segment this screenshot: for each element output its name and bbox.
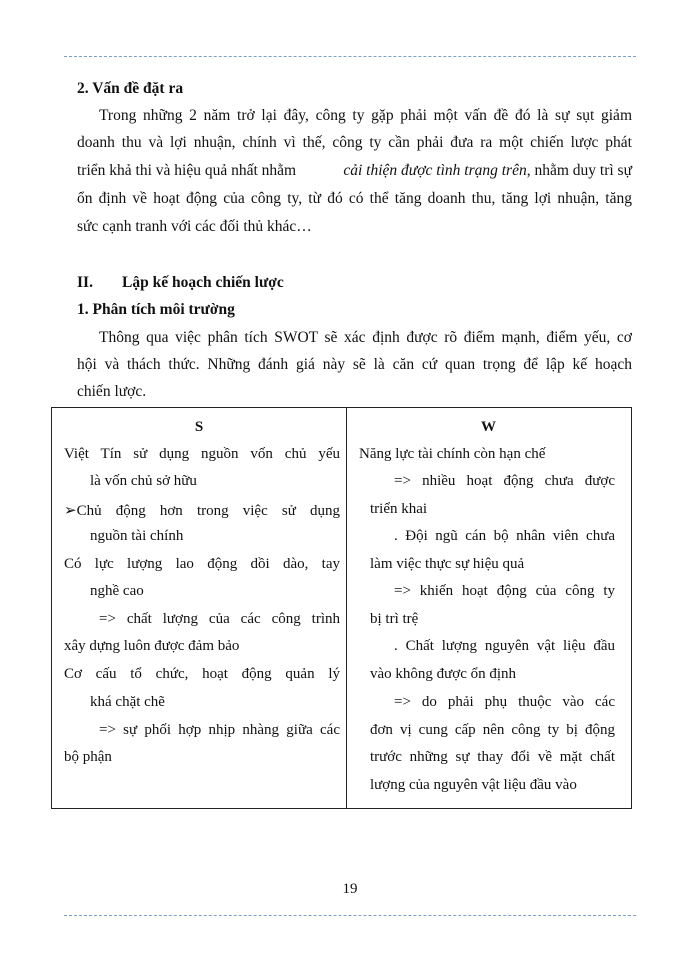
section-title: Lập kế hoạch chiến lược (122, 274, 284, 291)
swot-s-line: nguồn tài chính (90, 528, 184, 544)
swot-w-line: lượng của nguyên vật liệu đầu vào (370, 777, 577, 793)
swot-w-line: . Chất lượng nguyên vật liệu đầu (394, 638, 615, 654)
swot-w-line: => khiến hoạt động của công ty (394, 583, 615, 599)
section-numeral: II. (77, 274, 93, 291)
swot-s-line: => sự phối hợp nhịp nhàng giữa các (99, 722, 340, 738)
paragraph-line: ổn định về hoạt động của công ty, từ đó có thể tăng doanh thu, tăng lợi nhuận, tăng (77, 190, 632, 207)
swot-w-line: đơn vị cung cấp nên công ty bị động (370, 722, 615, 738)
swot-s-line: Việt Tín sử dụng nguồn vốn chủ yếu (64, 446, 340, 462)
paragraph-line: Thông qua việc phân tích SWOT sẽ xác định được rõ điểm mạnh, điểm yếu, cơ (99, 329, 632, 346)
swot-w-line: triển khai (370, 501, 428, 517)
paragraph-italic-text: cải thiện được tình trạng trên (343, 162, 527, 179)
swot-s-line: => chất lượng của các công trình (99, 611, 340, 627)
subsection-heading: 1. Phân tích môi trường (77, 301, 235, 318)
swot-header-s: S (194, 419, 204, 435)
swot-s-line: xây dựng luôn được đảm bảo (64, 638, 240, 654)
swot-w-line: làm việc thực sự hiệu quả (370, 556, 525, 572)
swot-w-line: trước những sự thay đổi về mặt chất (370, 749, 615, 765)
paragraph-line: chiến lược. (77, 383, 147, 400)
swot-w-line: vào không được ổn định (370, 666, 517, 682)
swot-s-line: khá chặt chẽ (90, 694, 165, 710)
paragraph-line: sức cạnh tranh với các đối thủ khác… (77, 218, 312, 235)
paragraph-text: triển khả thi và hiệu quả nhất nhằm (77, 162, 297, 179)
paragraph-line: Trong những 2 năm trở lại đây, công ty gặp phải một vấn đề đó là sự sụt giảm (99, 107, 632, 124)
paragraph-text: , nhằm duy trì sự (526, 162, 632, 179)
swot-w-line: => do phải phụ thuộc vào các (394, 694, 615, 710)
swot-s-line: nghề cao (90, 583, 144, 599)
footer-rule (64, 915, 636, 916)
header-rule (64, 56, 636, 57)
swot-w-line: . Đội ngũ cán bộ nhân viên chưa (394, 528, 615, 544)
paragraph-line-mixed (77, 162, 632, 180)
swot-w-line: bị trì trệ (370, 611, 419, 627)
swot-s-line: là vốn chủ sở hữu (90, 473, 197, 489)
swot-s-line: Cơ cấu tổ chức, hoạt động quản lý (64, 666, 340, 682)
column-divider (346, 408, 347, 808)
section-heading-2: 2. Vấn đề đặt ra (77, 80, 184, 97)
swot-s-line: Có lực lượng lao động dồi dào, tay (64, 556, 340, 572)
swot-w-line: => nhiều hoạt động chưa được (394, 473, 615, 489)
swot-table (51, 407, 632, 809)
swot-w-line: Năng lực tài chính còn hạn chế (359, 446, 546, 462)
page-number: 19 (342, 881, 358, 897)
swot-header-w: W (481, 419, 496, 435)
paragraph-line: hội và thách thức. Những đánh giá này sẽ là căn cứ quan trọng để lập kế hoạch (77, 356, 632, 373)
swot-s-line: ➢Chủ động hơn trong việc sử dụng (64, 503, 340, 519)
swot-s-line: bộ phận (64, 749, 112, 765)
paragraph-line: doanh thu và lợi nhuận, chính vì thế, công ty cần phải đưa ra một chiến lược phát (77, 134, 632, 151)
